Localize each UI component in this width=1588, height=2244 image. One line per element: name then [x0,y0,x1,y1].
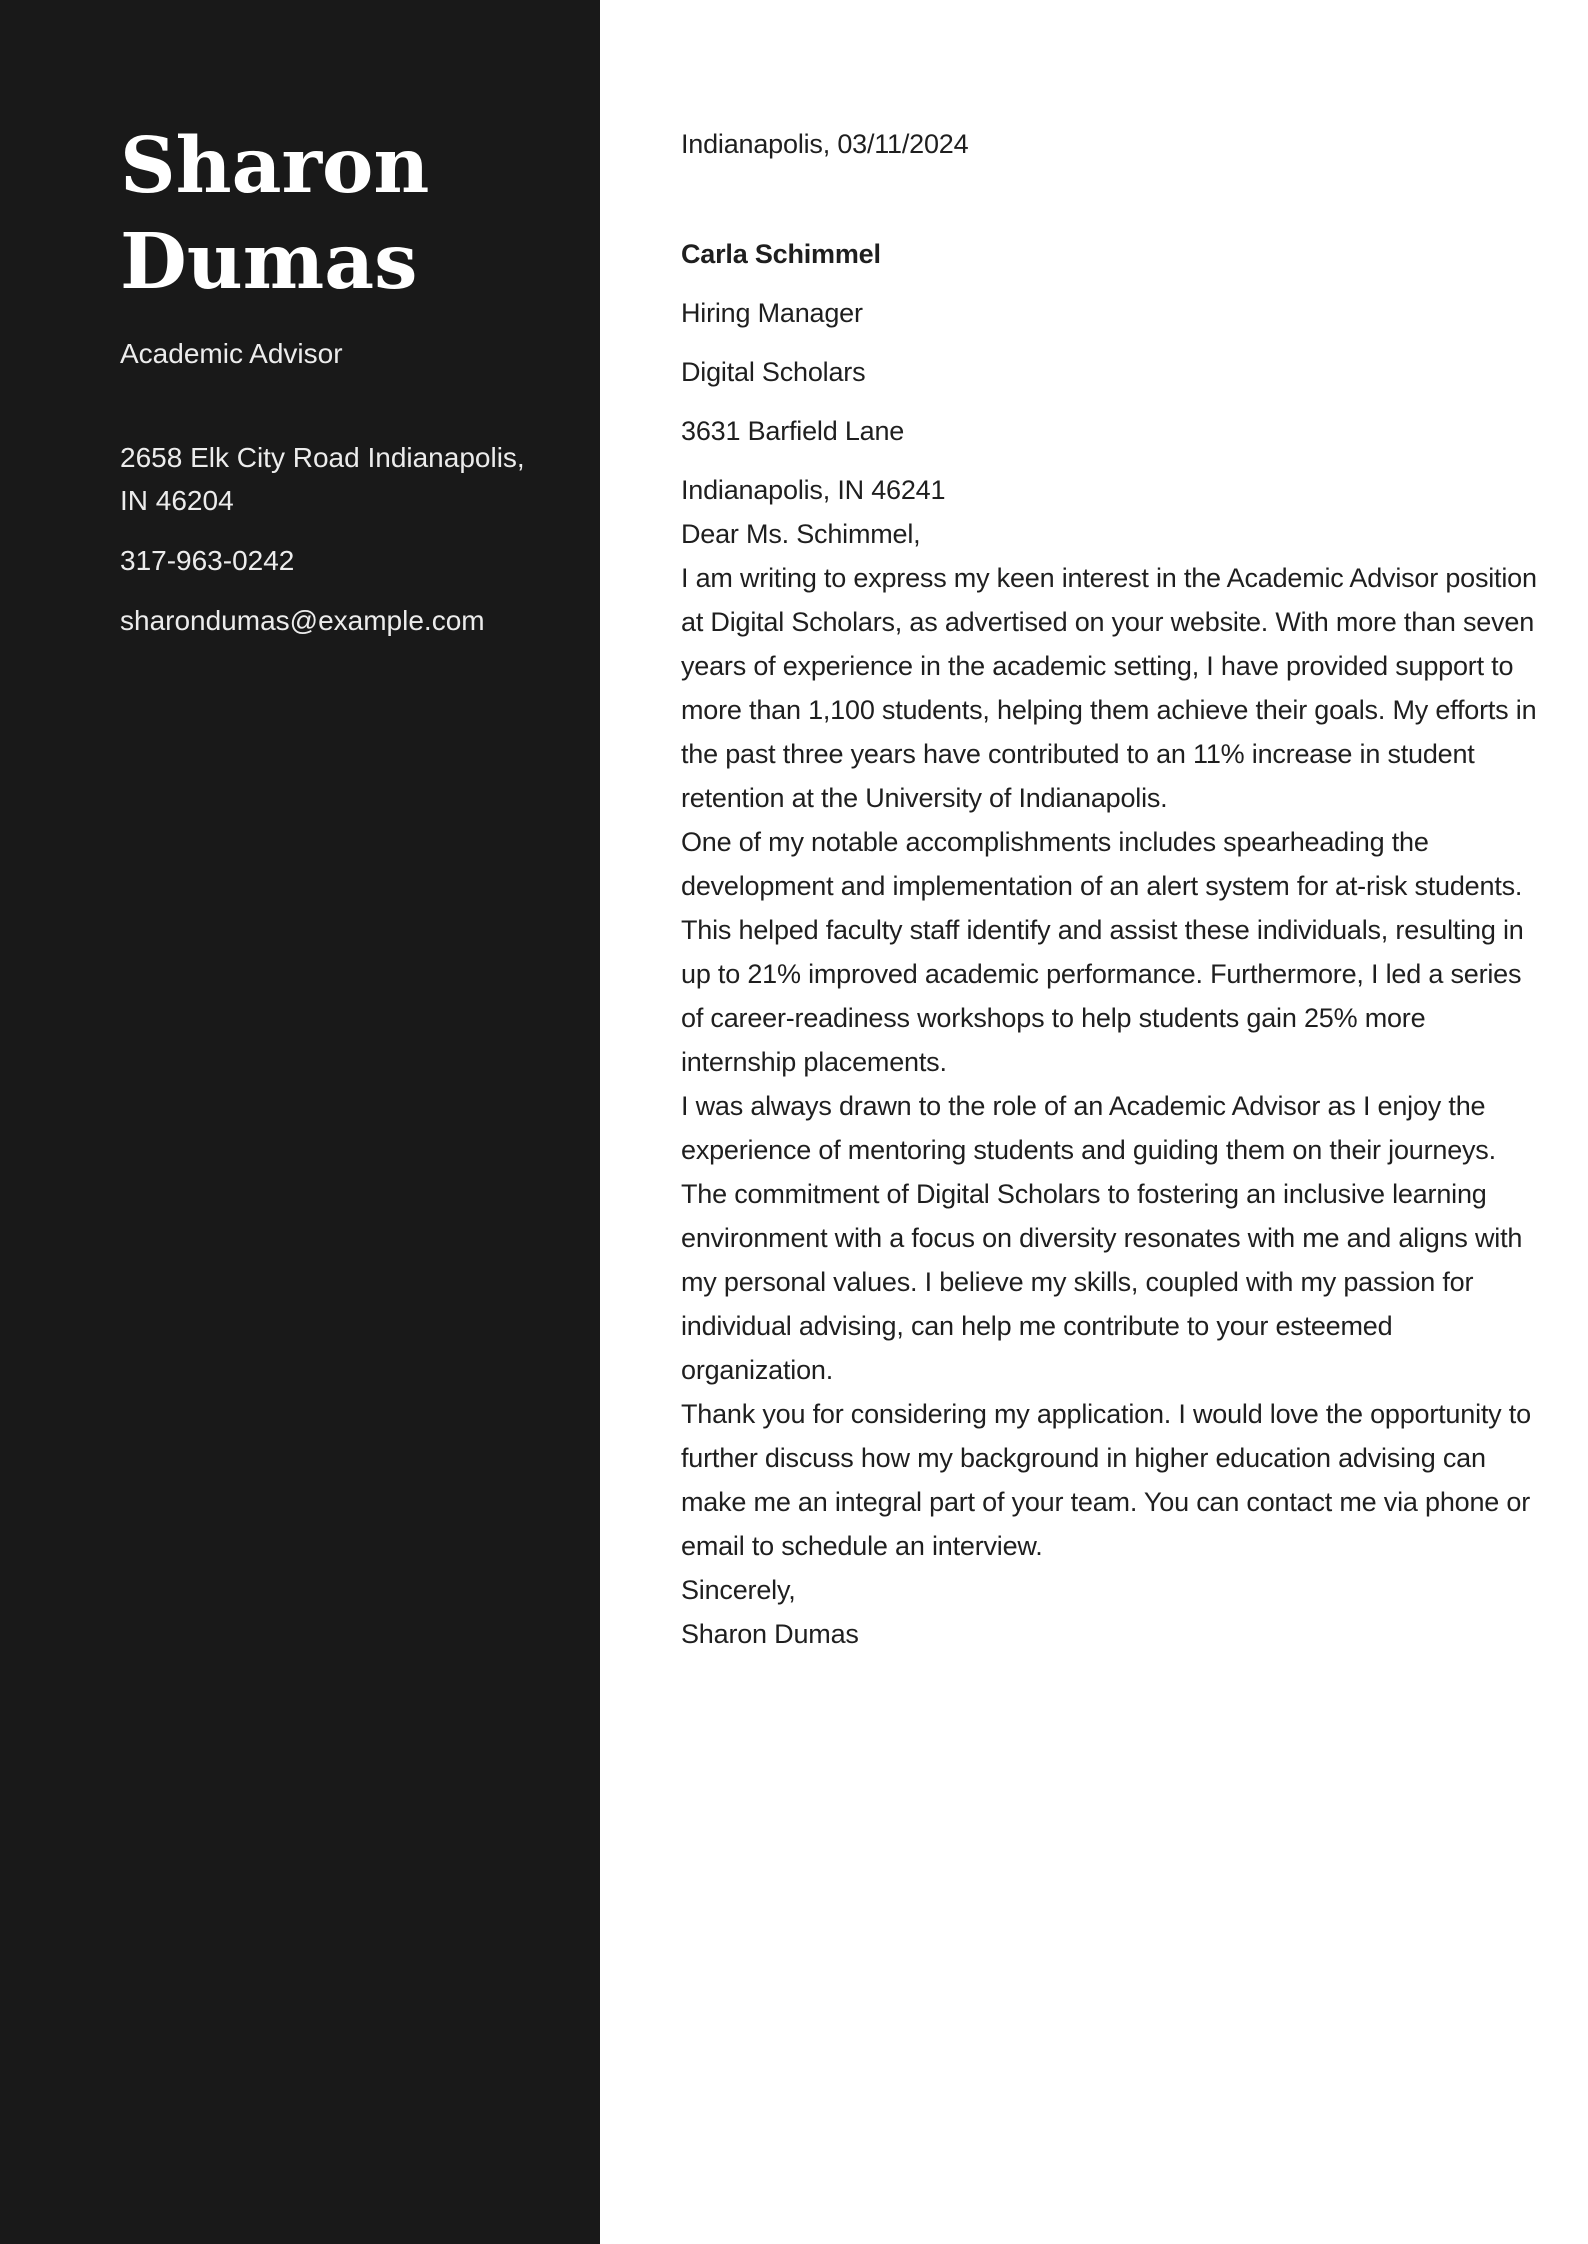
recipient-company: Digital Scholars [681,357,866,387]
recipient-city: Indianapolis, IN 46241 [681,475,946,505]
candidate-last-name: Dumas [120,217,418,307]
candidate-address-line1: 2658 Elk City Road Indianapolis, [120,442,525,473]
salutation: Dear Ms. Schimmel, [681,519,921,549]
letter-paragraph-4: Thank you for considering my application. I would love the opportunity to further discuss how my background in higher education advising can make me an integral part of your team. You can contact me via phone or email to schedule an interview. [681,1399,1531,1561]
letter-date-line: Indianapolis, 03/11/2024 [681,129,969,159]
sidebar [0,0,600,2244]
candidate-email: sharondumas@example.com [120,605,485,636]
closing: Sincerely, [681,1575,796,1605]
candidate-name [120,118,550,310]
recipient-role: Hiring Manager [681,298,863,328]
candidate-first-name: Sharon [120,121,430,211]
candidate-address-line2: IN 46204 [120,485,234,516]
candidate-job-title: Academic Advisor [120,338,343,369]
signature: Sharon Dumas [681,1619,859,1649]
letter-content [600,0,1588,2244]
letter-paragraph-3: I was always drawn to the role of an Academic Advisor as I enjoy the experience of mentoring students and guiding them on their journeys. The commitment of Digital Scholars to fostering an inclusive learning environment with a focus on diversity resonates with me and aligns with my personal values. I believe my skills, coupled with my passion for individual advising, can help me contribute to your esteemed organization. [681,1091,1523,1385]
letter-paragraph-2: One of my notable accomplishments includes spearheading the development and implementation of an alert system for at-risk students. This helped faculty staff identify and assist these individuals, resulting in up to 21% improved academic performance. Furthermore, I led a series of career-readiness workshops to help students gain 25% more internship placements. [681,827,1524,1077]
recipient-name: Carla Schimmel [681,239,881,269]
contact-info [120,436,550,642]
recipient-block [681,232,1538,512]
recipient-street: 3631 Barfield Lane [681,416,905,446]
candidate-phone: 317-963-0242 [120,545,295,576]
letter-paragraph-1: I am writing to express my keen interest in the Academic Advisor position at Digital Scholars, as advertised on your website. With more than seven years of experience in the academic setting, I have provided support to more than 1,100 students, helping them achieve their goals. My efforts in the past three years have contributed to an 11% increase in student retention at the University of Indianapolis. [681,563,1537,813]
candidate-address [120,436,550,522]
